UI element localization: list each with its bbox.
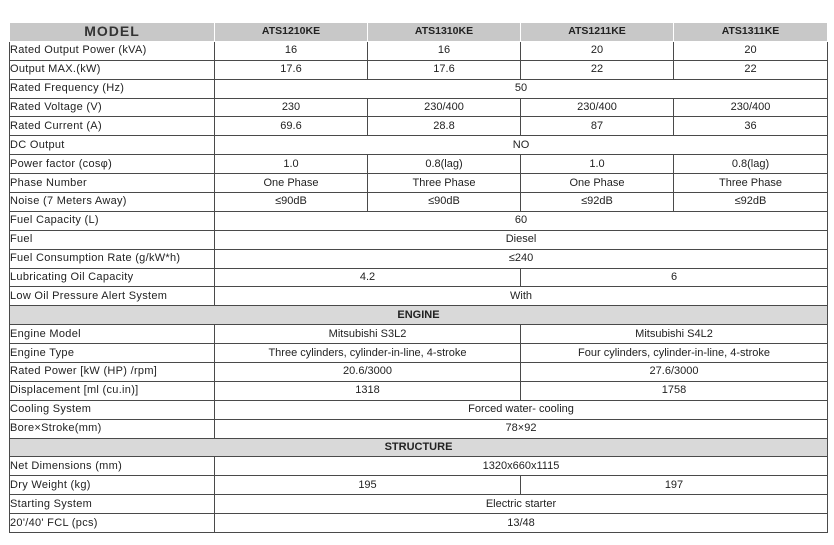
spec-value: 50 <box>215 79 828 98</box>
spec-label: Output MAX.(kW) <box>10 60 215 79</box>
spec-row <box>10 249 828 268</box>
spec-value: ≤90dB <box>215 193 368 212</box>
spec-value: 20.6/3000 <box>215 363 521 382</box>
spec-row <box>10 400 828 419</box>
spec-label: Lubricating Oil Capacity <box>10 268 215 287</box>
spec-value: 87 <box>521 117 674 136</box>
spec-label: Fuel Capacity (L) <box>10 211 215 230</box>
spec-label: Rated Power [kW (HP) /rpm] <box>10 363 215 382</box>
spec-value: 1318 <box>215 381 521 400</box>
spec-value: 0.8(lag) <box>674 155 828 174</box>
spec-value: 1.0 <box>521 155 674 174</box>
model-name: ATS1310KE <box>368 23 521 42</box>
spec-row <box>10 344 828 363</box>
spec-value: 20 <box>674 41 828 60</box>
spec-label: Noise (7 Meters Away) <box>10 193 215 212</box>
spec-row <box>10 136 828 155</box>
spec-label: Dry Weight (kg) <box>10 476 215 495</box>
section-row <box>10 306 828 325</box>
spec-value: Diesel <box>215 230 828 249</box>
spec-row <box>10 476 828 495</box>
spec-value: 230/400 <box>521 98 674 117</box>
spec-value: 4.2 <box>215 268 521 287</box>
spec-row <box>10 79 828 98</box>
spec-value: 230/400 <box>674 98 828 117</box>
spec-row <box>10 363 828 382</box>
spec-value: 36 <box>674 117 828 136</box>
spec-value: NO <box>215 136 828 155</box>
spec-value: 60 <box>215 211 828 230</box>
spec-label: Rated Voltage (V) <box>10 98 215 117</box>
spec-row <box>10 457 828 476</box>
spec-label: Rated Frequency (Hz) <box>10 79 215 98</box>
spec-value: 0.8(lag) <box>368 155 521 174</box>
spec-value: 13/48 <box>215 514 828 533</box>
spec-row <box>10 287 828 306</box>
spec-value: ≤240 <box>215 249 828 268</box>
spec-value: ≤90dB <box>368 193 521 212</box>
spec-value: Electric starter <box>215 495 828 514</box>
spec-value: 195 <box>215 476 521 495</box>
spec-value: 16 <box>215 41 368 60</box>
spec-label: Fuel Consumption Rate (g/kW*h) <box>10 249 215 268</box>
spec-label: Rated Output Power (kVA) <box>10 41 215 60</box>
spec-label: Displacement [ml (cu.in)] <box>10 381 215 400</box>
section-row <box>10 438 828 457</box>
spec-value: 17.6 <box>215 60 368 79</box>
spec-value: 69.6 <box>215 117 368 136</box>
spec-row <box>10 419 828 438</box>
spec-row <box>10 41 828 60</box>
spec-value: One Phase <box>521 174 674 193</box>
section-title: STRUCTURE <box>10 438 828 457</box>
spec-value: Three Phase <box>674 174 828 193</box>
spec-value: 20 <box>521 41 674 60</box>
spec-value: 230/400 <box>368 98 521 117</box>
spec-value: 22 <box>674 60 828 79</box>
spec-row <box>10 155 828 174</box>
spec-label: 20'/40' FCL (pcs) <box>10 514 215 533</box>
spec-value: With <box>215 287 828 306</box>
section-title: ENGINE <box>10 306 828 325</box>
spec-label: Engine Model <box>10 325 215 344</box>
model-name: ATS1210KE <box>215 23 368 42</box>
spec-value: Mitsubishi S4L2 <box>521 325 828 344</box>
model-name: ATS1211KE <box>521 23 674 42</box>
spec-value: Four cylinders, cylinder-in-line, 4-stroke <box>521 344 828 363</box>
spec-value: 6 <box>521 268 828 287</box>
spec-row <box>10 211 828 230</box>
spec-row <box>10 117 828 136</box>
spec-label: Phase Number <box>10 174 215 193</box>
spec-label: Engine Type <box>10 344 215 363</box>
spec-value: 197 <box>521 476 828 495</box>
spec-value: ≤92dB <box>674 193 828 212</box>
spec-table <box>9 22 828 533</box>
spec-row <box>10 230 828 249</box>
spec-value: 17.6 <box>368 60 521 79</box>
spec-value: 78×92 <box>215 419 828 438</box>
header-row <box>10 23 828 42</box>
spec-value: Three cylinders, cylinder-in-line, 4-stroke <box>215 344 521 363</box>
spec-label: Starting System <box>10 495 215 514</box>
spec-row <box>10 495 828 514</box>
spec-value: ≤92dB <box>521 193 674 212</box>
spec-row <box>10 268 828 287</box>
spec-value: One Phase <box>215 174 368 193</box>
spec-label: Net Dimensions (mm) <box>10 457 215 476</box>
spec-value: Forced water- cooling <box>215 400 828 419</box>
spec-label: Bore×Stroke(mm) <box>10 419 215 438</box>
spec-row <box>10 60 828 79</box>
spec-value: 230 <box>215 98 368 117</box>
spec-value: 1.0 <box>215 155 368 174</box>
spec-value: 1320x660x1115 <box>215 457 828 476</box>
spec-value: 28.8 <box>368 117 521 136</box>
spec-label: Power factor (cosφ) <box>10 155 215 174</box>
spec-label: Fuel <box>10 230 215 249</box>
spec-body <box>10 41 828 532</box>
spec-label: Cooling System <box>10 400 215 419</box>
spec-row <box>10 98 828 117</box>
spec-label: Rated Current (A) <box>10 117 215 136</box>
spec-value: Three Phase <box>368 174 521 193</box>
model-header: MODEL <box>10 23 215 42</box>
spec-value: 27.6/3000 <box>521 363 828 382</box>
spec-value: 22 <box>521 60 674 79</box>
spec-row <box>10 174 828 193</box>
spec-value: Mitsubishi S3L2 <box>215 325 521 344</box>
spec-label: Low Oil Pressure Alert System <box>10 287 215 306</box>
spec-label: DC Output <box>10 136 215 155</box>
spec-value: 1758 <box>521 381 828 400</box>
model-name: ATS1311KE <box>674 23 828 42</box>
spec-row <box>10 514 828 533</box>
spec-row <box>10 325 828 344</box>
spec-row <box>10 193 828 212</box>
spec-value: 16 <box>368 41 521 60</box>
spec-row <box>10 381 828 400</box>
